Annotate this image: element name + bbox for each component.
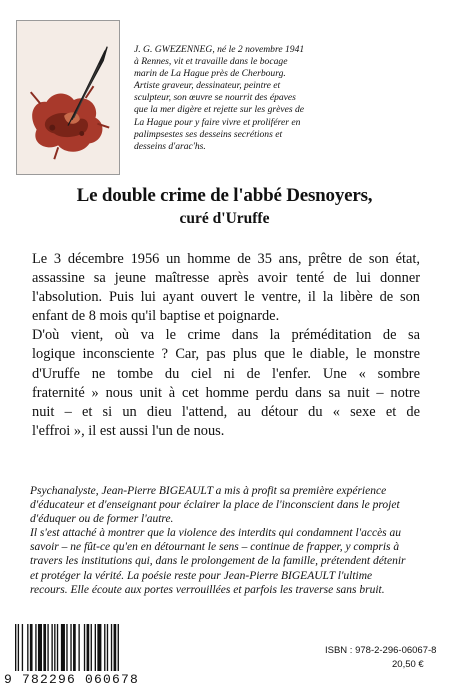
isbn-number: ISBN : 978-2-296-06067-8: [325, 645, 437, 656]
cover-artwork: [16, 20, 120, 175]
bio-line: sculpteur, son œuvre se nourrit des épaves: [134, 92, 296, 104]
summary-line: assassine sa jeune maîtresse après avoir tenté de lui donner: [32, 270, 420, 287]
author-note-line: Il s'est attaché à montrer que la violence des interdits qui condamnent l'accès au: [30, 527, 402, 540]
barcode-digits: 9 782296 060678: [4, 672, 140, 687]
summary-line: l'effroi », il est aussi l'un de nous.: [32, 422, 225, 439]
book-title: Le double crime de l'abbé Desnoyers,: [76, 185, 373, 206]
author-note-line: recours. Elle écoute aux portes verrouillées et parfois les traverse sans bruit.: [30, 583, 385, 596]
book-summary: [32, 250, 420, 441]
author-note-line: Psychanalyste, Jean-Pierre BIGEAULT a mis à profit sa première expérience: [30, 485, 387, 497]
barcode: [4, 624, 182, 688]
summary-line: d'Uruffe ne tombe du ciel ni de l'enfer. Une « sombre: [32, 365, 420, 382]
summary-line: logique inconsciente ? Car, pas plus que le diable, le monstre: [32, 346, 420, 363]
bio-line: J. G. GWEZENNEG, né le 2 novembre 1941: [134, 44, 305, 55]
summary-line: fraternité » nous unit à cet homme perdu dans sa nuit – notre: [32, 384, 420, 401]
summary-line: l'absolution. Puis lui ayant ouvert le ventre, il la libère de son: [32, 289, 420, 306]
summary-line: enfant de 8 mois qu'il baptise et poignarde.: [32, 308, 280, 325]
book-subtitle: curé d'Uruffe: [179, 210, 270, 227]
bio-line: Artiste graveur, dessinateur, peintre et: [134, 80, 281, 92]
author-note-line: savoir – ne fût-ce qu'en en détournant le sens – continue de frapper, y compris à: [30, 541, 400, 554]
summary-line: D'où vient, où va le crime dans la préméditation de sa: [32, 327, 420, 344]
barcode-bars: [14, 624, 179, 671]
bio-line: La Hague pour y faire vivre et proliférer en: [134, 116, 301, 128]
author-note-line: d'éducateur et d'enseignant pour éclairer la place de l'inconscient dans le projet: [30, 499, 400, 512]
bio-line: à Rennes, vit et travaille dans le bocage: [134, 56, 288, 68]
bio-line: marin de La Hague près de Cherbourg.: [134, 68, 286, 80]
bio-line: palimpsestes ses desseins secrétions et: [134, 128, 283, 140]
bio-line: que la mer digère et rejette sur les grèves de: [134, 104, 305, 116]
author-note: [30, 484, 422, 597]
summary-line: Le 3 décembre 1956 un homme de 35 ans, prêtre de son état,: [32, 251, 420, 267]
author-note-line: et protéger la vérité. La poésie reste pour Jean-Pierre BIGEAULT l'ultime: [30, 569, 373, 582]
price-label: 20,50 €: [392, 659, 424, 670]
sculpture-illustration: [17, 21, 119, 174]
artist-bio: [134, 44, 434, 153]
summary-line: nuit – et si un dieu l'attend, au détour du « sexe et de: [32, 403, 420, 420]
author-note-line: travers les institutions qui, dans le prolongement de la famille, prétendent détenir: [30, 555, 406, 568]
bio-line: desseins d'arac'hs.: [134, 140, 206, 152]
author-note-line: d'éduquer ou de former l'autre.: [30, 513, 174, 526]
